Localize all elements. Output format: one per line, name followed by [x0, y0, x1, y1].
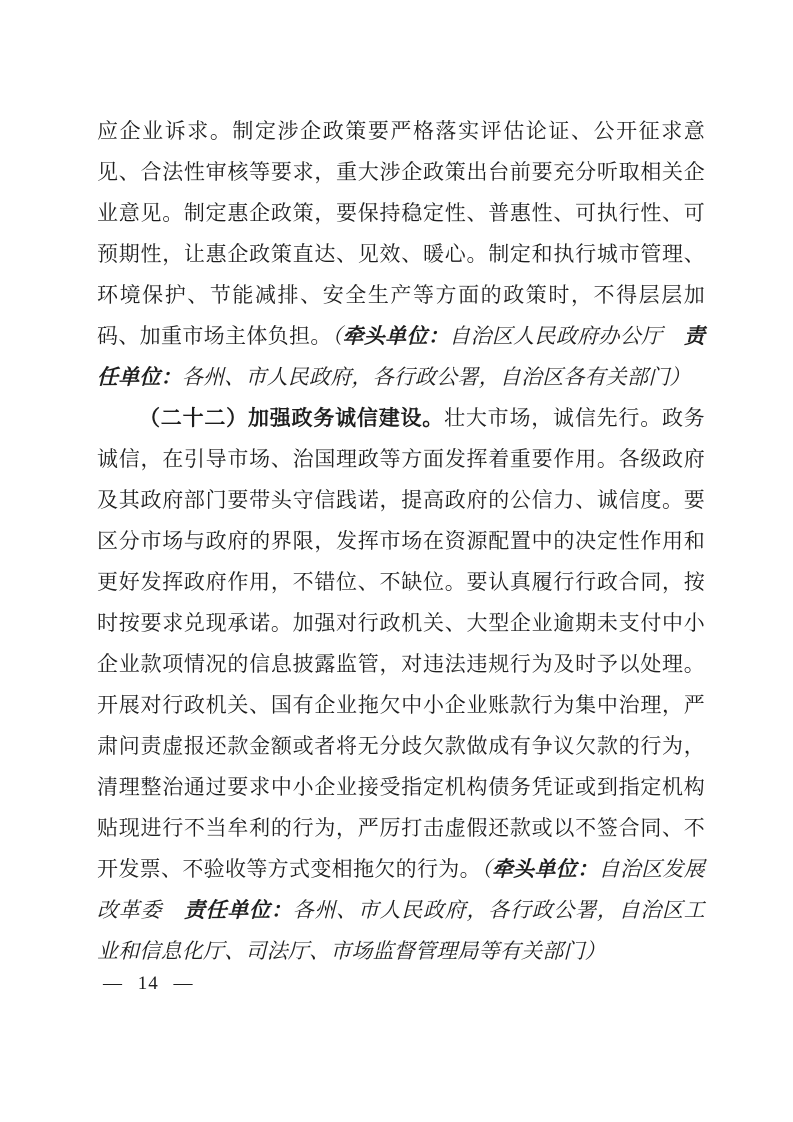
lead-unit-label: 牵头单位： — [491, 857, 599, 881]
section-heading: （二十二）加强政务诚信建设。 — [139, 406, 445, 430]
lead-unit-value: 自治区人民政府办公厅 — [449, 324, 684, 348]
paragraph-continuation — [97, 111, 705, 398]
attribution-paren-open: （ — [331, 324, 343, 348]
lead-unit-label: 牵头单位： — [342, 324, 450, 348]
attribution-paren-open: （ — [480, 857, 492, 881]
paragraph-item-22 — [97, 398, 705, 972]
paragraph-body-text: 应企业诉求。制定涉企政策要严格落实评估论证、公开征求意见、合法性审核等要求，重大涉企政策出台前要充分听取相关企业意见。制定惠企政策，要保持稳定性、普惠性、可执行性、可预期性，让惠企政策直达、见效、暖心。制定和执行城市管理、环境保护、节能减排、安全生产等方面的政策时，不得层层加码、加重市场主体负担。 — [97, 119, 705, 348]
responsible-unit-label: 责任单位： — [97, 324, 706, 389]
responsible-unit-label: 责任单位： — [183, 898, 293, 922]
responsible-unit-value: 各州、市人民政府，各行政公署，自治区各有关部门） — [181, 365, 691, 389]
page-number: — 14 — — [103, 973, 194, 994]
lead-unit-value: 自治区发展改革委 — [97, 857, 706, 922]
responsible-unit-value: 各州、市人民政府，各行政公署，自治区工业和信息化厅、司法厅、市场监督管理局等有关部门） — [97, 898, 705, 963]
page-content — [97, 111, 705, 972]
paragraph-body-text: 壮大市场，诚信先行。政务诚信，在引导市场、治国理政等方面发挥着重要作用。各级政府及其政府部门要带头守信践诺，提高政府的公信力、诚信度。要区分市场与政府的界限，发挥市场在资源配置中的决定性作用和更好发挥政府作用，不错位、不缺位。要认真履行行政合同，按时按要求兑现承诺。加强对行政机关、大型企业逾期未支付中小企业款项情况的信息披露监管，对违法违规行为及时予以处理。开展对行政机关、国有企业拖欠中小企业账款行为集中治理，严肃问责虚报还款金额或者将无分歧欠款做成有争议欠款的行为，清理整治通过要求中小企业接受指定机构债务凭证或到指定机构贴现进行不当牟利的行为，严厉打击虚假还款或以不签合同、不开发票、不验收等方式变相拖欠的行为。 — [97, 406, 705, 881]
